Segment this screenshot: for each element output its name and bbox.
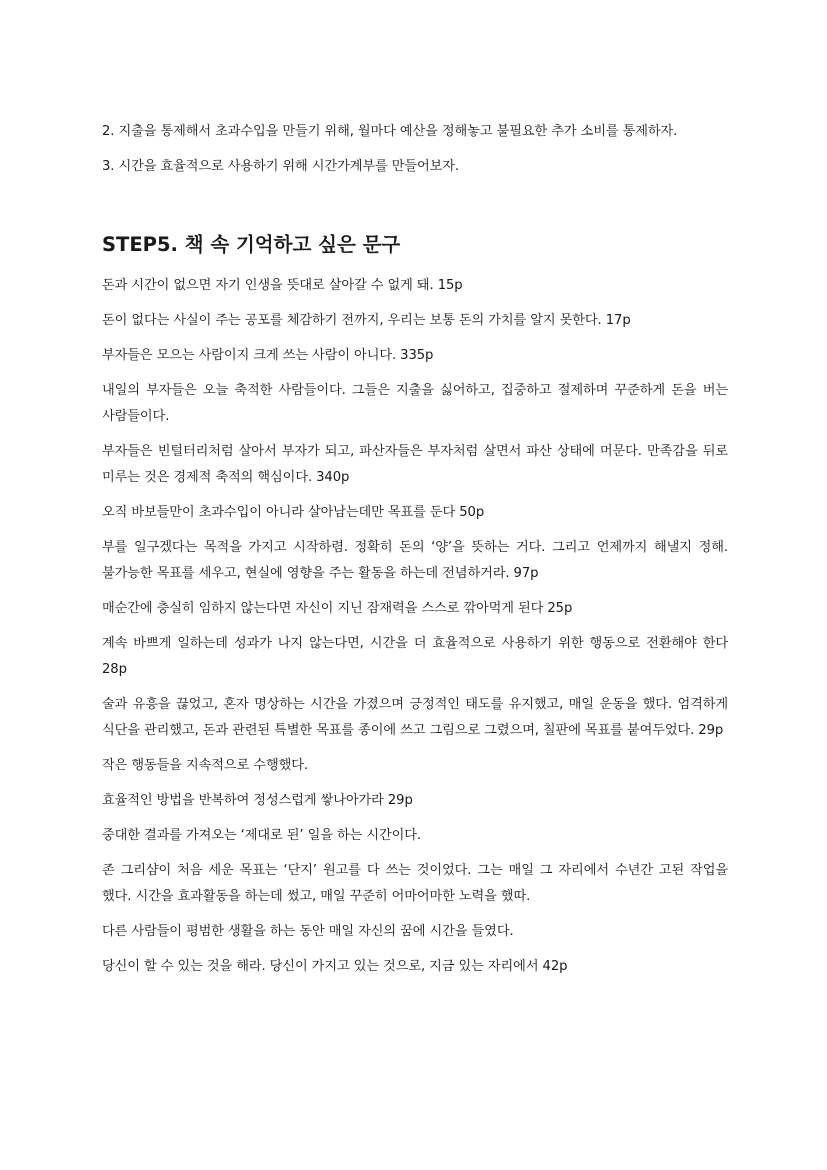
section-title: STEP5. 책 속 기억하고 싶은 문구	[102, 233, 401, 256]
quote-item: 작은 행동들을 지속적으로 수행했다.	[102, 758, 308, 773]
intro-item-3: 3. 시간을 효율적으로 사용하기 위해 시간가계부를 만들어보자.	[102, 159, 460, 174]
document-page	[102, 119, 728, 989]
quote-item: 매순간에 충실히 임하지 않는다면 자신이 지닌 잠재력을 스스로 깎아먹게 된다 25p	[102, 601, 573, 616]
quote-item: 술과 유흥을 끊었고, 혼자 명상하는 시간을 가졌으며 긍정적인 태도를 유지했고, 매일 운동을 했다. 엄격하게 식단을 관리했고, 돈과 관련된 특별한 목표를 종이에 쓰고 그림으로 그렸으며, 칠판에 목표를 붙여두었다. 29p	[102, 697, 728, 738]
quote-item: 효율적인 방법을 반복하여 정성스럽게 쌓나아가라 29p	[102, 793, 413, 808]
quote-item: 부자들은 모으는 사람이지 크게 쓰는 사람이 아니다. 335p	[102, 348, 434, 363]
quote-item: 돈이 없다는 사실이 주는 공포를 체감하기 전까지, 우리는 보통 돈의 가치를 알지 못한다. 17p	[102, 313, 631, 328]
quote-item: 부를 일구겠다는 목적을 가지고 시작하렴. 정확히 돈의 ‘양’을 뜻하는 거다. 그리고 언제까지 해낼지 정해. 불가능한 목표를 세우고, 현실에 영향을 주는 활동을 하는데 전념하거라. 97p	[102, 540, 728, 581]
intro-list	[102, 119, 728, 180]
quote-item: 당신이 할 수 있는 것을 해라. 당신이 가지고 있는 것으로, 지금 있는 자리에서 42p	[102, 959, 568, 974]
quote-item: 계속 바쁘게 일하는데 성과가 나지 않는다면, 시간을 더 효율적으로 사용하기 위한 행동으로 전환해야 한다 28p	[102, 636, 728, 677]
quote-item: 존 그리샴이 처음 세운 목표는 ‘단지’ 원고를 다 쓰는 것이었다. 그는 매일 그 자리에서 수년간 고된 작업을 했다. 시간을 효과활동을 하는데 썼고, 매일 꾸준히 어마어마한 노력을 했따.	[102, 863, 728, 904]
quote-item: 오직 바보들만이 초과수입이 아니라 살아남는데만 목표를 둔다 50p	[102, 505, 485, 520]
intro-item-2: 2. 지출을 통제해서 초과수입을 만들기 위해, 월마다 예산을 정해놓고 불필요한 추가 소비를 통제하자.	[102, 124, 678, 139]
quote-item: 부자들은 빈털터리처럼 살아서 부자가 되고, 파산자들은 부자처럼 살면서 파산 상태에 머문다. 만족감을 뒤로 미루는 것은 경제적 축적의 핵심이다. 340p	[102, 444, 728, 485]
quote-item: 중대한 결과를 가져오는 ‘제대로 된’ 일을 하는 시간이다.	[102, 828, 421, 843]
quote-list	[102, 273, 728, 980]
quote-item: 다른 사람들이 평범한 생활을 하는 동안 매일 자신의 꿈에 시간을 들였다.	[102, 924, 514, 939]
quote-item: 내일의 부자들은 오늘 축적한 사람들이다. 그들은 지출을 싫어하고, 집중하고 절제하며 꾸준하게 돈을 버는 사람들이다.	[102, 383, 728, 424]
quote-item: 돈과 시간이 없으면 자기 인생을 뜻대로 살아갈 수 없게 돼. 15p	[102, 278, 463, 293]
